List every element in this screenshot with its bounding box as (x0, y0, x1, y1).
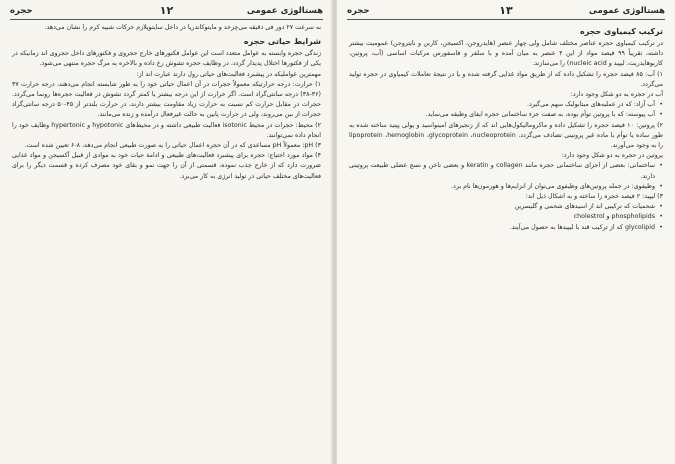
page-number: ۱۲ (159, 4, 174, 17)
left-page (0, 0, 333, 464)
bullet-item: • ساختمانی: بعضی از اجزای ساختمانی حجره مانند collagen و keratin و بعضی ناخن و نسج عضلی طبیعت پروتینی دارند. (349, 161, 663, 181)
intro-paragraph: به سرعت ۲۷ دور فی دقیقه می‌چرخد و مایتوکاندریا در داخل سایتوپلازم حرکات شبیه کرم را نشان می‌دهد. (44, 24, 321, 31)
list-item: ۳) pH: معمولاً pH مساعدی که در آن حجره اعمال حیاتی را به صورت طبیعی انجام می‌دهد، ۸-۶ تعیین شده است. (24, 142, 321, 150)
section-title: حجره (10, 6, 33, 16)
subsection-subtitle: آب در حجره به دو شکل وجود دارد: (570, 91, 663, 99)
bullet-item: • وظیفوی: در جمله پروتین‌های وظیفوی می‌توان از انزایم‌ها و هورمون‌ها نام برد. (349, 182, 663, 192)
header-rule (10, 19, 323, 20)
page-body (349, 23, 663, 233)
section-title: حجره (347, 6, 370, 16)
bullet-item: • آب پیوسته: که با پروتین توأم بوده، به صفت جزء ساختمانی حجره ایفای وظیفه می‌نماید. (349, 110, 663, 120)
page-header (347, 4, 665, 18)
bullet-item: • شحمیات که ترکیبی اند از اسید‌های شحمی و گلیسرین (349, 202, 663, 212)
bullet-item: • آب آزاد: که در عملیه‌های میتابولیک سهم می‌گیرد. (349, 100, 663, 110)
page-body (12, 23, 321, 182)
section-heading: شرایط حیاتی حجره (243, 37, 321, 47)
book-title: هستالوژی عمومی (588, 6, 665, 16)
intro-paragraph: در ترکیب کیمیاوی حجره عناصر مختلف شامل ولی چهار عنصر (هایدروجن، اکسیجن، کاربن و نایتروجن) عمومیت بیشتر داشته، تقریباً ۹۹ فیصد مواد از این ۴ عنصر به میان آمده و با سلفر و فاسفورس مرکبات اساسی (آب، پروتین، کاربوهایدریت، لیپید و nucleic acid) را می‌سازند. (349, 40, 664, 68)
right-page (337, 0, 675, 464)
subsection-title: ۲) پروتین: ۱۰ فیصد حجره را تشکیل داده و ماکرومالیکول‌هایی اند که از زنجیرهای امینواسید و پولی پپتید ساخته شده به طور ساده یا توأم با ماده غیر پروتینی تصادف می‌گردد. lipoprotein ،hemoglobin ،glycoprotein ،nucleoprotein را به وجود می‌آورند. (349, 121, 664, 150)
subsection-title: ۳) لیپید: ۲ فیصد حجره را ساخته و به اشکال ذیل اند: (525, 193, 663, 201)
bullet-item: • glycolipid که از ترکیب قند با لیپید‌ها به حصول می‌آیند. (349, 223, 663, 233)
section-heading: ترکیب کیمیاوی حجره (579, 27, 663, 36)
paragraph: زندگی حجره وابسته به عوامل متعدد است این عوامل فکتورهای خارج حجروی و فکتورهای داخل حجروی اند زمانیکه در یکی از فکتورها اختلال پدیدار گردد، در وظایف حجره تشوش رخ داده و بالاخره به مرگ حجره منتهی می‌شود. (12, 50, 321, 68)
page-number: ۱۳ (499, 4, 513, 17)
book-title: هستالوژی عمومی (246, 6, 323, 16)
list-item: ۴) مواد مورد احتیاج: حجره برای پیشبرد فعالیت‌های طبیعی و ادامهٔ حیات خود به موادی از قبیل آکسیجن و مواد غذایی ضرورت دارد که از خارج جذب نموده، قسمتی از آن را جهت نمو و بقای خود مصرف کرده و قسمت دیگر را برای فعالیت‌های مختلف حیاتی در تولید انرژی به کار می‌برد. (12, 152, 321, 180)
subsection-title: ۱) آب: ۸۵ فیصد حجره را تشکیل داده که از طریق مواد غذایی گرفته شده و یا در نتیجهٔ تعاملات کیمیاوی در حجره تولید می‌گردد. (349, 70, 663, 88)
subsection-subtitle: پروتین در حجره به دو شکل وجود دارد: (561, 152, 663, 160)
header-rule (347, 19, 665, 20)
paragraph: مهمترین عواملیکه در پیشبرد فعالیت‌های حیاتی رول دارند عبارت اند از: (136, 70, 321, 78)
page-header (10, 4, 323, 18)
list-item: ۲) محیط: حجرات در محیط isotonic فعالیت طبیعی داشته و در محیط‌های hypotonic و hypertonic وظایف خود را انجام داده نمی‌توانند. (12, 121, 321, 139)
list-item: ۱) حرارت: درجه حرارتیکه معمولاً حجرات در آن اعمال حیاتی خود را به طور شایسته انجام می‌دهند، درجه حرارت ۳۷ (۳۶-۳۸) درجه سانتی‌گراد است. اگر حرارت از این درجه بیشتر یا کمتر گردد تشوش در فعالیت حجره‌ها رونما می‌گردد. حجرات در مقابل حرارت کم نسبت به حرارت زیاد مقاومت بیشتر دارند، در حرارت بلندتر از ۴۵-۵۰ درجه سانتی‌گراد حجرات از بین می‌روند، ولی در حرارت پایین به حالت غیرفعال درآمده و زنده می‌مانند. (12, 80, 322, 119)
bullet-item: • phospholipids و cholestrol (349, 212, 663, 222)
